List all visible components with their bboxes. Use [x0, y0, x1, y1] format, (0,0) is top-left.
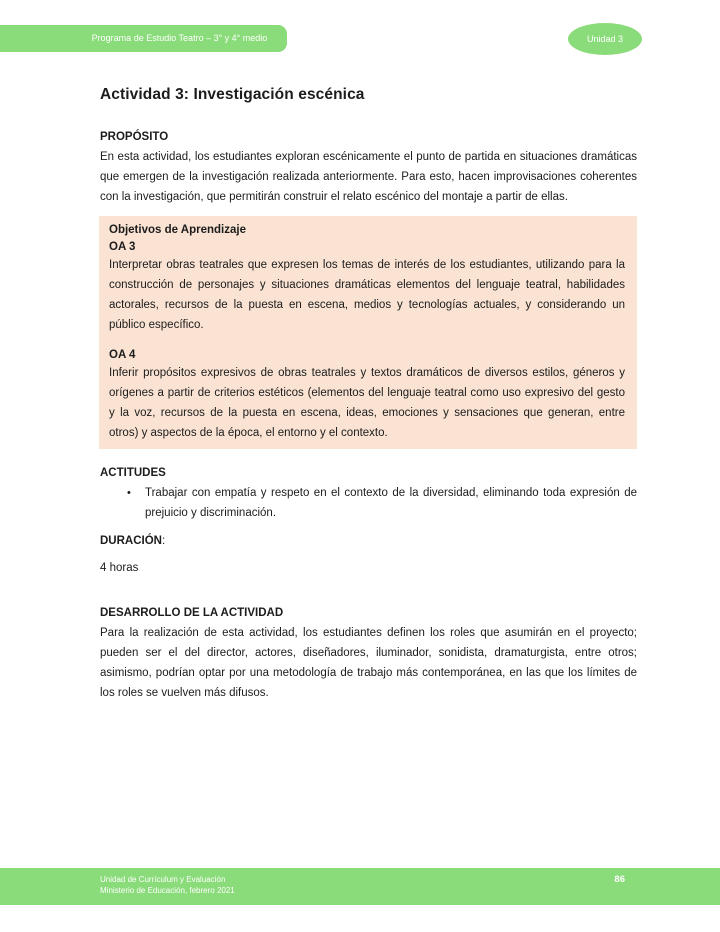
- proposito-body: En esta actividad, los estudiantes exploran escénicamente el punto de partida en situaciones dramáticas que emergen de la investigación realizada anteriormente. Para esto, hacen improvisaciones coherentes con la investigación, que permitirán construir el relato escénico del montaje a partir de ellas.: [100, 151, 637, 203]
- section-duracion: [100, 535, 637, 578]
- oa4-text: Inferir propósitos expresivos de obras teatrales y textos dramáticos de diversos estilos, géneros y orígenes a partir de criterios estéticos (elementos del lenguaje teatral como uso expresivo del gesto y la voz, recursos de la puesta en escena, ideas, emociones y sensaciones que generan, entre otros) y aspectos de la época, el entorno y el contexto.: [109, 367, 625, 439]
- duracion-heading: [100, 535, 637, 547]
- page-footer: [0, 868, 720, 905]
- footer-credits: [100, 874, 235, 896]
- duracion-heading-word: DURACIÓN: [100, 535, 162, 547]
- actitudes-heading: ACTITUDES: [100, 467, 166, 479]
- page-number: 86: [614, 874, 625, 885]
- oa3-code: OA 3: [109, 241, 136, 253]
- desarrollo-body: Para la realización de esta actividad, los estudiantes definen los roles que asumirán en el proyecto; pueden ser el del director, actores, diseñadores, iluminador, sonidista, dramaturgista, entre otros; asimismo, podrían optar por una metodología de trabajo más contemporánea, en las que los límites de los roles se vuelven más difusos.: [100, 627, 637, 699]
- desarrollo-heading: DESARROLLO DE LA ACTIVIDAD: [100, 607, 284, 619]
- unit-badge: Unidad 3: [568, 23, 642, 55]
- actitudes-bullet-text: Trabajar con empatía y respeto en el contexto de la diversidad, eliminando toda expresión de prejuicio y discriminación.: [145, 487, 637, 519]
- page-title: Actividad 3: Investigación escénica: [100, 86, 365, 103]
- oa4-code: OA 4: [109, 349, 136, 361]
- proposito-heading: PROPÓSITO: [100, 131, 169, 143]
- footer-line2: Ministerio de Educación, febrero 2021: [100, 886, 235, 895]
- footer-line1: Unidad de Currículum y Evaluación: [100, 875, 226, 884]
- section-desarrollo: [100, 607, 637, 703]
- list-item: [100, 483, 637, 523]
- content-column: [100, 86, 637, 703]
- program-badge: Programa de Estudio Teatro – 3° y 4° medio: [0, 25, 287, 52]
- duracion-colon: :: [161, 535, 166, 547]
- oa-item-oa4: [109, 349, 625, 443]
- bullet-icon: •: [127, 487, 131, 499]
- section-proposito: [100, 131, 637, 207]
- oa3-text: Interpretar obras teatrales que expresen los temas de interés de los estudiantes, utilizando para la construcción de personajes y situaciones dramáticas elementos del lenguaje teatral, habilidades actorales, recursos de la puesta en escena, medios y tecnologías actuales, y considerando un público específico.: [109, 259, 625, 331]
- learning-objectives-box: [99, 216, 637, 449]
- section-actitudes: [100, 467, 637, 523]
- duracion-value: 4 horas: [100, 562, 139, 574]
- objetivos-heading: Objetivos de Aprendizaje: [109, 224, 246, 236]
- oa-item-oa3: [109, 241, 625, 335]
